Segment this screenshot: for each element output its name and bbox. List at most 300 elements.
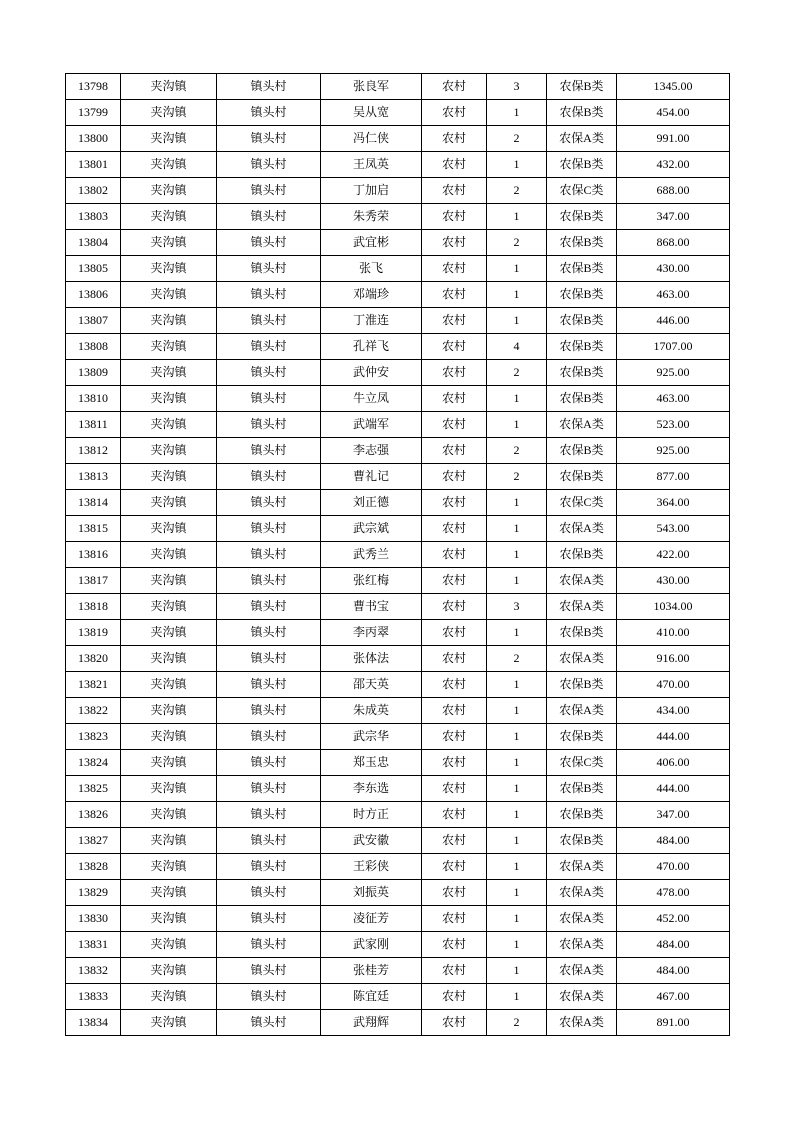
cell-name: 张体法 bbox=[321, 646, 422, 672]
cell-village: 镇头村 bbox=[217, 1010, 321, 1036]
cell-village: 镇头村 bbox=[217, 620, 321, 646]
cell-count: 1 bbox=[487, 984, 547, 1010]
cell-amount: 543.00 bbox=[617, 516, 730, 542]
cell-town: 夹沟镇 bbox=[121, 594, 217, 620]
cell-residence: 农村 bbox=[422, 984, 487, 1010]
cell-residence: 农村 bbox=[422, 438, 487, 464]
cell-village: 镇头村 bbox=[217, 74, 321, 100]
cell-town: 夹沟镇 bbox=[121, 152, 217, 178]
cell-id: 13799 bbox=[66, 100, 121, 126]
cell-name: 丁淮连 bbox=[321, 308, 422, 334]
cell-id: 13825 bbox=[66, 776, 121, 802]
cell-id: 13821 bbox=[66, 672, 121, 698]
cell-name: 曹书宝 bbox=[321, 594, 422, 620]
cell-village: 镇头村 bbox=[217, 672, 321, 698]
cell-name: 张良军 bbox=[321, 74, 422, 100]
cell-residence: 农村 bbox=[422, 230, 487, 256]
cell-town: 夹沟镇 bbox=[121, 568, 217, 594]
cell-count: 1 bbox=[487, 828, 547, 854]
table-row bbox=[66, 282, 730, 308]
cell-town: 夹沟镇 bbox=[121, 906, 217, 932]
cell-village: 镇头村 bbox=[217, 802, 321, 828]
cell-count: 2 bbox=[487, 464, 547, 490]
cell-village: 镇头村 bbox=[217, 204, 321, 230]
cell-name: 丁加启 bbox=[321, 178, 422, 204]
cell-town: 夹沟镇 bbox=[121, 698, 217, 724]
cell-count: 1 bbox=[487, 256, 547, 282]
cell-village: 镇头村 bbox=[217, 386, 321, 412]
cell-count: 2 bbox=[487, 360, 547, 386]
table-row bbox=[66, 646, 730, 672]
cell-amount: 347.00 bbox=[617, 802, 730, 828]
cell-category: 农保C类 bbox=[547, 750, 617, 776]
table-row bbox=[66, 74, 730, 100]
cell-amount: 430.00 bbox=[617, 256, 730, 282]
cell-category: 农保A类 bbox=[547, 516, 617, 542]
cell-category: 农保B类 bbox=[547, 464, 617, 490]
cell-amount: 916.00 bbox=[617, 646, 730, 672]
cell-amount: 991.00 bbox=[617, 126, 730, 152]
cell-village: 镇头村 bbox=[217, 256, 321, 282]
cell-name: 邵天英 bbox=[321, 672, 422, 698]
cell-count: 1 bbox=[487, 620, 547, 646]
cell-residence: 农村 bbox=[422, 256, 487, 282]
cell-category: 农保B类 bbox=[547, 542, 617, 568]
cell-id: 13807 bbox=[66, 308, 121, 334]
cell-category: 农保A类 bbox=[547, 594, 617, 620]
table-row bbox=[66, 490, 730, 516]
cell-residence: 农村 bbox=[422, 464, 487, 490]
cell-amount: 432.00 bbox=[617, 152, 730, 178]
table-row bbox=[66, 516, 730, 542]
cell-town: 夹沟镇 bbox=[121, 880, 217, 906]
cell-category: 农保A类 bbox=[547, 646, 617, 672]
cell-town: 夹沟镇 bbox=[121, 256, 217, 282]
cell-name: 武宗华 bbox=[321, 724, 422, 750]
cell-residence: 农村 bbox=[422, 854, 487, 880]
cell-id: 13820 bbox=[66, 646, 121, 672]
cell-id: 13819 bbox=[66, 620, 121, 646]
cell-town: 夹沟镇 bbox=[121, 750, 217, 776]
cell-count: 1 bbox=[487, 906, 547, 932]
cell-category: 农保B类 bbox=[547, 724, 617, 750]
table-row bbox=[66, 776, 730, 802]
cell-id: 13798 bbox=[66, 74, 121, 100]
cell-id: 13802 bbox=[66, 178, 121, 204]
cell-town: 夹沟镇 bbox=[121, 386, 217, 412]
cell-town: 夹沟镇 bbox=[121, 542, 217, 568]
cell-category: 农保B类 bbox=[547, 802, 617, 828]
cell-village: 镇头村 bbox=[217, 594, 321, 620]
cell-amount: 422.00 bbox=[617, 542, 730, 568]
cell-residence: 农村 bbox=[422, 802, 487, 828]
cell-village: 镇头村 bbox=[217, 178, 321, 204]
cell-count: 1 bbox=[487, 282, 547, 308]
cell-town: 夹沟镇 bbox=[121, 178, 217, 204]
cell-category: 农保B类 bbox=[547, 100, 617, 126]
cell-village: 镇头村 bbox=[217, 776, 321, 802]
cell-amount: 484.00 bbox=[617, 828, 730, 854]
cell-amount: 891.00 bbox=[617, 1010, 730, 1036]
cell-town: 夹沟镇 bbox=[121, 490, 217, 516]
cell-category: 农保B类 bbox=[547, 672, 617, 698]
cell-name: 时方正 bbox=[321, 802, 422, 828]
cell-town: 夹沟镇 bbox=[121, 74, 217, 100]
cell-amount: 925.00 bbox=[617, 360, 730, 386]
cell-residence: 农村 bbox=[422, 1010, 487, 1036]
cell-town: 夹沟镇 bbox=[121, 724, 217, 750]
cell-count: 3 bbox=[487, 594, 547, 620]
cell-name: 武仲安 bbox=[321, 360, 422, 386]
cell-amount: 478.00 bbox=[617, 880, 730, 906]
cell-id: 13833 bbox=[66, 984, 121, 1010]
table-row bbox=[66, 802, 730, 828]
cell-id: 13808 bbox=[66, 334, 121, 360]
cell-name: 牛立凤 bbox=[321, 386, 422, 412]
cell-name: 刘振英 bbox=[321, 880, 422, 906]
cell-id: 13822 bbox=[66, 698, 121, 724]
cell-residence: 农村 bbox=[422, 204, 487, 230]
cell-town: 夹沟镇 bbox=[121, 828, 217, 854]
table-row bbox=[66, 438, 730, 464]
cell-amount: 470.00 bbox=[617, 672, 730, 698]
cell-amount: 484.00 bbox=[617, 958, 730, 984]
cell-id: 13826 bbox=[66, 802, 121, 828]
cell-residence: 农村 bbox=[422, 724, 487, 750]
cell-village: 镇头村 bbox=[217, 152, 321, 178]
table-row bbox=[66, 724, 730, 750]
cell-residence: 农村 bbox=[422, 958, 487, 984]
beneficiary-table bbox=[65, 73, 730, 1036]
cell-town: 夹沟镇 bbox=[121, 100, 217, 126]
cell-count: 2 bbox=[487, 646, 547, 672]
cell-count: 1 bbox=[487, 386, 547, 412]
cell-name: 李丙翠 bbox=[321, 620, 422, 646]
cell-residence: 农村 bbox=[422, 776, 487, 802]
cell-residence: 农村 bbox=[422, 932, 487, 958]
cell-category: 农保C类 bbox=[547, 178, 617, 204]
cell-name: 朱成英 bbox=[321, 698, 422, 724]
cell-name: 陈宜廷 bbox=[321, 984, 422, 1010]
cell-name: 李东选 bbox=[321, 776, 422, 802]
table-row bbox=[66, 178, 730, 204]
cell-name: 张桂芳 bbox=[321, 958, 422, 984]
table-row bbox=[66, 906, 730, 932]
cell-village: 镇头村 bbox=[217, 568, 321, 594]
cell-amount: 1034.00 bbox=[617, 594, 730, 620]
cell-count: 1 bbox=[487, 412, 547, 438]
cell-count: 1 bbox=[487, 308, 547, 334]
cell-count: 1 bbox=[487, 698, 547, 724]
cell-name: 武安徽 bbox=[321, 828, 422, 854]
cell-village: 镇头村 bbox=[217, 932, 321, 958]
cell-id: 13817 bbox=[66, 568, 121, 594]
cell-count: 1 bbox=[487, 724, 547, 750]
cell-village: 镇头村 bbox=[217, 464, 321, 490]
cell-count: 2 bbox=[487, 1010, 547, 1036]
cell-amount: 444.00 bbox=[617, 724, 730, 750]
cell-village: 镇头村 bbox=[217, 698, 321, 724]
cell-category: 农保B类 bbox=[547, 282, 617, 308]
cell-residence: 农村 bbox=[422, 386, 487, 412]
cell-town: 夹沟镇 bbox=[121, 620, 217, 646]
cell-village: 镇头村 bbox=[217, 906, 321, 932]
cell-village: 镇头村 bbox=[217, 854, 321, 880]
cell-count: 2 bbox=[487, 230, 547, 256]
cell-name: 王凤英 bbox=[321, 152, 422, 178]
cell-residence: 农村 bbox=[422, 620, 487, 646]
cell-town: 夹沟镇 bbox=[121, 984, 217, 1010]
cell-count: 1 bbox=[487, 204, 547, 230]
cell-amount: 467.00 bbox=[617, 984, 730, 1010]
cell-name: 吴从宽 bbox=[321, 100, 422, 126]
cell-village: 镇头村 bbox=[217, 360, 321, 386]
cell-category: 农保A类 bbox=[547, 984, 617, 1010]
cell-amount: 454.00 bbox=[617, 100, 730, 126]
cell-category: 农保A类 bbox=[547, 906, 617, 932]
cell-amount: 1707.00 bbox=[617, 334, 730, 360]
cell-village: 镇头村 bbox=[217, 230, 321, 256]
cell-town: 夹沟镇 bbox=[121, 360, 217, 386]
cell-category: 农保B类 bbox=[547, 620, 617, 646]
cell-id: 13823 bbox=[66, 724, 121, 750]
cell-count: 1 bbox=[487, 100, 547, 126]
table-row bbox=[66, 1010, 730, 1036]
cell-count: 1 bbox=[487, 802, 547, 828]
cell-id: 13806 bbox=[66, 282, 121, 308]
cell-town: 夹沟镇 bbox=[121, 672, 217, 698]
cell-category: 农保C类 bbox=[547, 490, 617, 516]
cell-amount: 410.00 bbox=[617, 620, 730, 646]
cell-id: 13812 bbox=[66, 438, 121, 464]
cell-id: 13830 bbox=[66, 906, 121, 932]
cell-amount: 347.00 bbox=[617, 204, 730, 230]
cell-category: 农保B类 bbox=[547, 386, 617, 412]
cell-village: 镇头村 bbox=[217, 750, 321, 776]
cell-id: 13816 bbox=[66, 542, 121, 568]
table-row bbox=[66, 880, 730, 906]
cell-village: 镇头村 bbox=[217, 490, 321, 516]
cell-village: 镇头村 bbox=[217, 542, 321, 568]
cell-name: 王彩侠 bbox=[321, 854, 422, 880]
cell-village: 镇头村 bbox=[217, 958, 321, 984]
table-row bbox=[66, 958, 730, 984]
cell-residence: 农村 bbox=[422, 698, 487, 724]
cell-village: 镇头村 bbox=[217, 308, 321, 334]
cell-count: 1 bbox=[487, 516, 547, 542]
cell-town: 夹沟镇 bbox=[121, 776, 217, 802]
cell-residence: 农村 bbox=[422, 542, 487, 568]
cell-count: 1 bbox=[487, 932, 547, 958]
cell-id: 13828 bbox=[66, 854, 121, 880]
cell-amount: 484.00 bbox=[617, 932, 730, 958]
cell-village: 镇头村 bbox=[217, 412, 321, 438]
cell-residence: 农村 bbox=[422, 906, 487, 932]
cell-residence: 农村 bbox=[422, 672, 487, 698]
cell-town: 夹沟镇 bbox=[121, 464, 217, 490]
cell-amount: 877.00 bbox=[617, 464, 730, 490]
cell-name: 刘正德 bbox=[321, 490, 422, 516]
cell-count: 3 bbox=[487, 74, 547, 100]
cell-name: 武翔辉 bbox=[321, 1010, 422, 1036]
cell-category: 农保A类 bbox=[547, 698, 617, 724]
cell-id: 13834 bbox=[66, 1010, 121, 1036]
cell-residence: 农村 bbox=[422, 308, 487, 334]
cell-category: 农保B类 bbox=[547, 360, 617, 386]
cell-village: 镇头村 bbox=[217, 646, 321, 672]
cell-count: 4 bbox=[487, 334, 547, 360]
cell-category: 农保B类 bbox=[547, 230, 617, 256]
cell-id: 13818 bbox=[66, 594, 121, 620]
cell-amount: 452.00 bbox=[617, 906, 730, 932]
cell-count: 1 bbox=[487, 854, 547, 880]
cell-town: 夹沟镇 bbox=[121, 646, 217, 672]
cell-id: 13831 bbox=[66, 932, 121, 958]
cell-amount: 463.00 bbox=[617, 282, 730, 308]
table-row bbox=[66, 750, 730, 776]
cell-id: 13810 bbox=[66, 386, 121, 412]
cell-residence: 农村 bbox=[422, 516, 487, 542]
cell-amount: 868.00 bbox=[617, 230, 730, 256]
table-row bbox=[66, 308, 730, 334]
cell-name: 张飞 bbox=[321, 256, 422, 282]
cell-count: 1 bbox=[487, 490, 547, 516]
cell-count: 2 bbox=[487, 438, 547, 464]
cell-village: 镇头村 bbox=[217, 126, 321, 152]
cell-residence: 农村 bbox=[422, 412, 487, 438]
cell-category: 农保B类 bbox=[547, 308, 617, 334]
table-row bbox=[66, 542, 730, 568]
cell-category: 农保A类 bbox=[547, 126, 617, 152]
cell-name: 张红梅 bbox=[321, 568, 422, 594]
cell-residence: 农村 bbox=[422, 828, 487, 854]
cell-id: 13804 bbox=[66, 230, 121, 256]
cell-category: 农保B类 bbox=[547, 438, 617, 464]
cell-category: 农保B类 bbox=[547, 256, 617, 282]
cell-residence: 农村 bbox=[422, 152, 487, 178]
table-row bbox=[66, 126, 730, 152]
cell-amount: 444.00 bbox=[617, 776, 730, 802]
cell-id: 13829 bbox=[66, 880, 121, 906]
cell-village: 镇头村 bbox=[217, 282, 321, 308]
cell-town: 夹沟镇 bbox=[121, 230, 217, 256]
cell-id: 13809 bbox=[66, 360, 121, 386]
cell-residence: 农村 bbox=[422, 360, 487, 386]
table-row bbox=[66, 230, 730, 256]
cell-village: 镇头村 bbox=[217, 724, 321, 750]
cell-town: 夹沟镇 bbox=[121, 126, 217, 152]
cell-category: 农保B类 bbox=[547, 152, 617, 178]
cell-amount: 523.00 bbox=[617, 412, 730, 438]
cell-name: 曹礼记 bbox=[321, 464, 422, 490]
cell-name: 武宜彬 bbox=[321, 230, 422, 256]
cell-residence: 农村 bbox=[422, 880, 487, 906]
cell-id: 13832 bbox=[66, 958, 121, 984]
cell-category: 农保B类 bbox=[547, 828, 617, 854]
cell-count: 1 bbox=[487, 958, 547, 984]
cell-town: 夹沟镇 bbox=[121, 204, 217, 230]
cell-id: 13827 bbox=[66, 828, 121, 854]
cell-residence: 农村 bbox=[422, 178, 487, 204]
cell-amount: 364.00 bbox=[617, 490, 730, 516]
cell-residence: 农村 bbox=[422, 490, 487, 516]
cell-amount: 925.00 bbox=[617, 438, 730, 464]
cell-name: 武秀兰 bbox=[321, 542, 422, 568]
table-row bbox=[66, 256, 730, 282]
table-row bbox=[66, 672, 730, 698]
table-row bbox=[66, 100, 730, 126]
table-row bbox=[66, 984, 730, 1010]
table-row bbox=[66, 464, 730, 490]
cell-id: 13811 bbox=[66, 412, 121, 438]
cell-town: 夹沟镇 bbox=[121, 412, 217, 438]
cell-residence: 农村 bbox=[422, 568, 487, 594]
cell-residence: 农村 bbox=[422, 334, 487, 360]
cell-village: 镇头村 bbox=[217, 334, 321, 360]
cell-residence: 农村 bbox=[422, 594, 487, 620]
cell-amount: 470.00 bbox=[617, 854, 730, 880]
table-row bbox=[66, 360, 730, 386]
cell-residence: 农村 bbox=[422, 646, 487, 672]
cell-name: 孔祥飞 bbox=[321, 334, 422, 360]
cell-town: 夹沟镇 bbox=[121, 1010, 217, 1036]
cell-name: 武端军 bbox=[321, 412, 422, 438]
cell-town: 夹沟镇 bbox=[121, 334, 217, 360]
cell-residence: 农村 bbox=[422, 74, 487, 100]
cell-count: 1 bbox=[487, 542, 547, 568]
cell-category: 农保B类 bbox=[547, 204, 617, 230]
cell-category: 农保A类 bbox=[547, 412, 617, 438]
cell-count: 1 bbox=[487, 672, 547, 698]
cell-village: 镇头村 bbox=[217, 516, 321, 542]
table-row bbox=[66, 828, 730, 854]
cell-count: 1 bbox=[487, 750, 547, 776]
cell-village: 镇头村 bbox=[217, 100, 321, 126]
table-row bbox=[66, 620, 730, 646]
cell-category: 农保A类 bbox=[547, 880, 617, 906]
cell-count: 1 bbox=[487, 776, 547, 802]
cell-village: 镇头村 bbox=[217, 880, 321, 906]
cell-name: 邓端珍 bbox=[321, 282, 422, 308]
cell-count: 1 bbox=[487, 152, 547, 178]
cell-name: 李志强 bbox=[321, 438, 422, 464]
cell-name: 冯仁侠 bbox=[321, 126, 422, 152]
cell-category: 农保A类 bbox=[547, 568, 617, 594]
cell-amount: 406.00 bbox=[617, 750, 730, 776]
cell-village: 镇头村 bbox=[217, 828, 321, 854]
table-row bbox=[66, 932, 730, 958]
cell-town: 夹沟镇 bbox=[121, 958, 217, 984]
cell-id: 13814 bbox=[66, 490, 121, 516]
cell-town: 夹沟镇 bbox=[121, 854, 217, 880]
cell-amount: 1345.00 bbox=[617, 74, 730, 100]
cell-amount: 463.00 bbox=[617, 386, 730, 412]
table-row bbox=[66, 698, 730, 724]
cell-category: 农保B类 bbox=[547, 776, 617, 802]
cell-count: 1 bbox=[487, 880, 547, 906]
cell-category: 农保B类 bbox=[547, 334, 617, 360]
cell-category: 农保A类 bbox=[547, 932, 617, 958]
cell-amount: 688.00 bbox=[617, 178, 730, 204]
cell-category: 农保A类 bbox=[547, 1010, 617, 1036]
cell-id: 13805 bbox=[66, 256, 121, 282]
cell-category: 农保A类 bbox=[547, 958, 617, 984]
cell-town: 夹沟镇 bbox=[121, 802, 217, 828]
table-row bbox=[66, 594, 730, 620]
cell-id: 13813 bbox=[66, 464, 121, 490]
table-row bbox=[66, 386, 730, 412]
cell-residence: 农村 bbox=[422, 126, 487, 152]
